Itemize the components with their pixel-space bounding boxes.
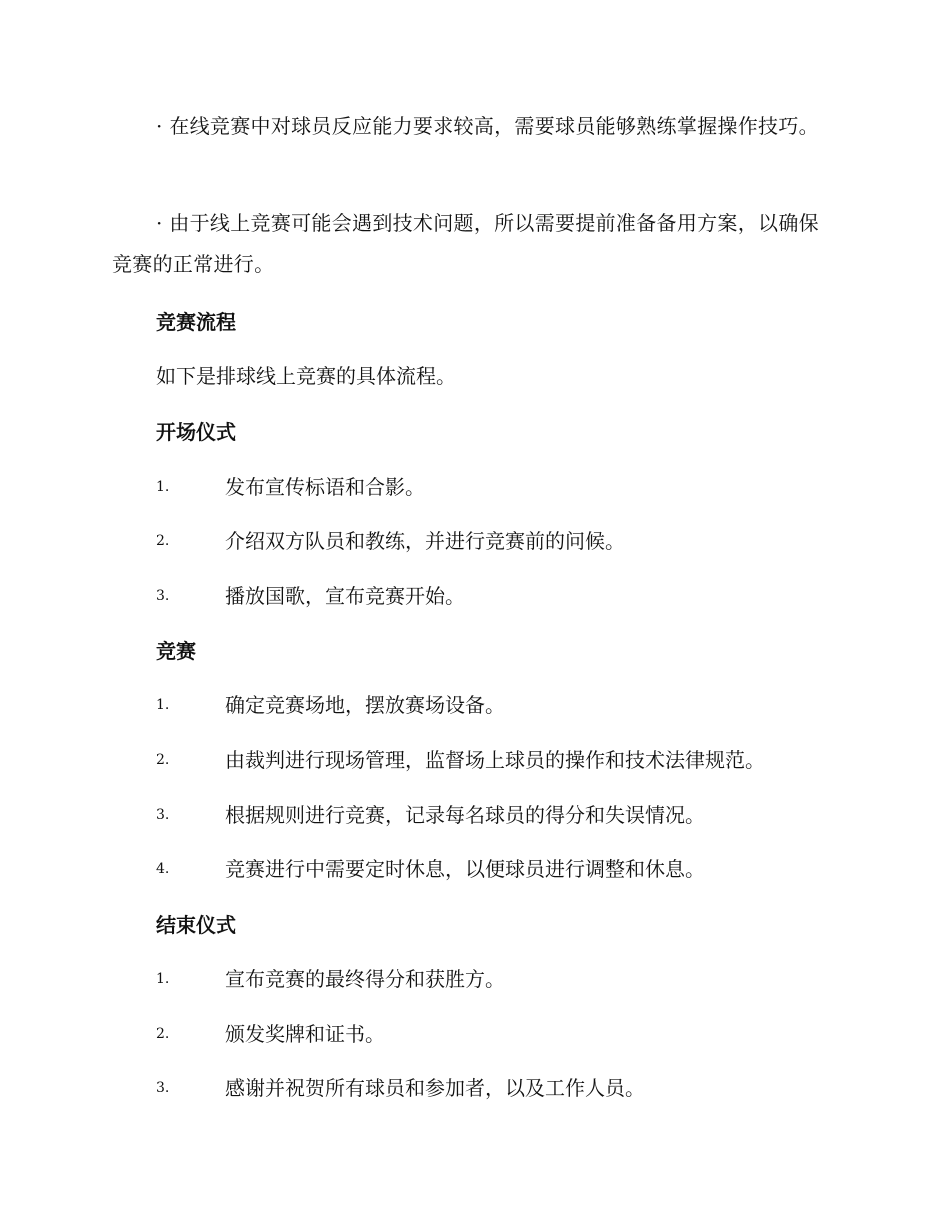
list-item [156, 746, 856, 774]
list-item-text: 宣布竞赛的最终得分和获胜方。 [225, 967, 505, 991]
list-item [156, 855, 856, 883]
list-item-number: 3. [156, 807, 170, 823]
list-item [156, 1074, 856, 1102]
section-heading-match: 竞赛 [156, 639, 196, 663]
list-item-text: 介绍双方队员和教练，并进行竞赛前的问候。 [225, 529, 625, 553]
bullet-paragraph-backup-plan: · 由于线上竞赛可能会遇到技术问题，所以需要提前准备备用方案，以确保竞赛的正常进行。 [112, 211, 819, 276]
list-item [156, 1020, 856, 1048]
section-heading-closing: 结束仪式 [156, 913, 236, 937]
list-item-text: 颁发奖牌和证书。 [225, 1022, 385, 1046]
list-item-number: 2. [156, 1026, 170, 1042]
list-item [156, 527, 856, 555]
list-item [156, 801, 856, 829]
section-heading-opening: 开场仪式 [156, 420, 236, 444]
list-item-number: 1. [156, 697, 170, 713]
list-item [156, 582, 856, 610]
list-item-text: 确定竞赛场地，摆放赛场设备。 [225, 693, 505, 717]
bullet-paragraph-reaction: · 在线竞赛中对球员反应能力要求较高，需要球员能够熟练掌握操作技巧。 [156, 114, 819, 138]
list-item-number: 1. [156, 971, 170, 987]
list-item-number: 2. [156, 752, 170, 768]
list-item-text: 播放国歌，宣布竞赛开始。 [225, 584, 465, 608]
list-item-number: 1. [156, 479, 170, 495]
section-heading-flow: 竞赛流程 [156, 310, 236, 334]
list-item [156, 691, 856, 719]
list-item-text: 由裁判进行现场管理，监督场上球员的操作和技术法律规范。 [225, 748, 765, 772]
list-item-text: 根据规则进行竞赛，记录每名球员的得分和失误情况。 [225, 803, 705, 827]
list-item-text: 感谢并祝贺所有球员和参加者，以及工作人员。 [225, 1076, 645, 1100]
flow-intro-text: 如下是排球线上竞赛的具体流程。 [156, 364, 456, 388]
list-item-text: 发布宣传标语和合影。 [225, 475, 425, 499]
list-item-number: 4. [156, 861, 170, 877]
list-item-number: 2. [156, 533, 170, 549]
list-item [156, 473, 856, 501]
list-item-text: 竞赛进行中需要定时休息，以便球员进行调整和休息。 [225, 857, 705, 881]
list-item-number: 3. [156, 1080, 170, 1096]
list-item-number: 3. [156, 588, 170, 604]
list-item [156, 965, 856, 993]
